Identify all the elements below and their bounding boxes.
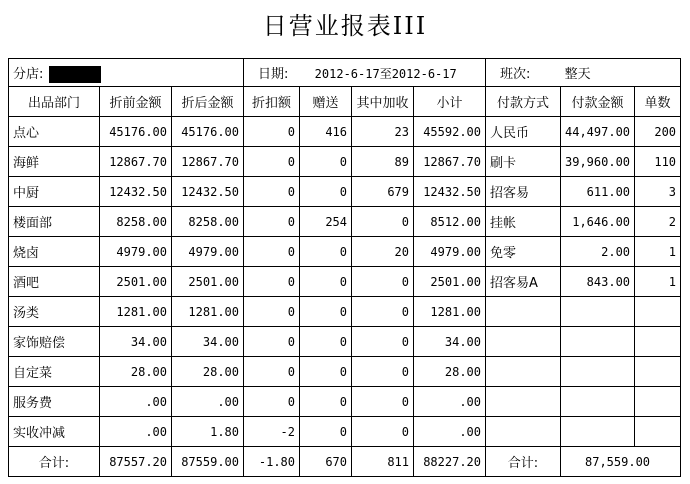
header-pay-amount: 付款金额: [561, 87, 635, 117]
table-row: [9, 177, 681, 207]
cell-count: 110: [635, 147, 681, 177]
cell-subtotal: 34.00: [414, 327, 486, 357]
cell-gift: 0: [300, 327, 352, 357]
header-row: [9, 87, 681, 117]
cell-pre: 4979.00: [100, 237, 172, 267]
cell-dept: 汤类: [9, 297, 100, 327]
table-row: [9, 387, 681, 417]
cell-pay-method: 招客易A: [486, 267, 561, 297]
cell-count: 3: [635, 177, 681, 207]
cell-extra: 0: [352, 357, 414, 387]
cell-extra: 0: [352, 387, 414, 417]
cell-dept: 烧卤: [9, 237, 100, 267]
cell-disc: 0: [244, 177, 300, 207]
date-label: 日期:: [258, 67, 289, 82]
table-row: [9, 327, 681, 357]
cell-post: 8258.00: [172, 207, 244, 237]
table-row: [9, 267, 681, 297]
table-row: [9, 357, 681, 387]
cell-dept: 实收冲减: [9, 417, 100, 447]
cell-post: 1.80: [172, 417, 244, 447]
cell-dept: 服务费: [9, 387, 100, 417]
cell-pre: 8258.00: [100, 207, 172, 237]
cell-pay-amount: [561, 297, 635, 327]
totals-pay-label: 合计:: [486, 447, 561, 477]
header-disc: 折扣额: [244, 87, 300, 117]
cell-post: 45176.00: [172, 117, 244, 147]
cell-post: 2501.00: [172, 267, 244, 297]
cell-gift: 416: [300, 117, 352, 147]
cell-subtotal: 1281.00: [414, 297, 486, 327]
totals-post: 87559.00: [172, 447, 244, 477]
cell-pay-amount: 44,497.00: [561, 117, 635, 147]
table-row: [9, 297, 681, 327]
cell-disc: 0: [244, 147, 300, 177]
cell-dept: 家饰赔偿: [9, 327, 100, 357]
data-rows: [9, 117, 681, 447]
cell-pay-amount: 843.00: [561, 267, 635, 297]
cell-dept: 点心: [9, 117, 100, 147]
cell-pay-method: [486, 357, 561, 387]
cell-count: [635, 417, 681, 447]
totals-disc: -1.80: [244, 447, 300, 477]
cell-gift: 254: [300, 207, 352, 237]
cell-subtotal: 8512.00: [414, 207, 486, 237]
cell-subtotal: 12432.50: [414, 177, 486, 207]
cell-pay-amount: [561, 357, 635, 387]
header-post: 折后金额: [172, 87, 244, 117]
table-row: [9, 237, 681, 267]
cell-extra: 89: [352, 147, 414, 177]
cell-gift: 0: [300, 357, 352, 387]
cell-dept: 酒吧: [9, 267, 100, 297]
header-gift: 赠送: [300, 87, 352, 117]
cell-disc: 0: [244, 387, 300, 417]
cell-pay-method: [486, 297, 561, 327]
cell-disc: 0: [244, 207, 300, 237]
cell-gift: 0: [300, 417, 352, 447]
totals-gift: 670: [300, 447, 352, 477]
table-row: [9, 117, 681, 147]
cell-extra: 0: [352, 207, 414, 237]
cell-pre: 1281.00: [100, 297, 172, 327]
cell-pay-method: 刷卡: [486, 147, 561, 177]
cell-pre: .00: [100, 417, 172, 447]
totals-subtotal: 88227.20: [414, 447, 486, 477]
cell-pre: 2501.00: [100, 267, 172, 297]
cell-post: 1281.00: [172, 297, 244, 327]
cell-post: 34.00: [172, 327, 244, 357]
cell-gift: 0: [300, 297, 352, 327]
cell-pay-amount: [561, 417, 635, 447]
cell-subtotal: 4979.00: [414, 237, 486, 267]
report-title: 日营业报表III: [262, 12, 428, 40]
cell-dept: 自定菜: [9, 357, 100, 387]
cell-disc: 0: [244, 357, 300, 387]
cell-count: [635, 327, 681, 357]
cell-pay-amount: 1,646.00: [561, 207, 635, 237]
header-subtotal: 小计: [414, 87, 486, 117]
cell-gift: 0: [300, 267, 352, 297]
cell-extra: 20: [352, 237, 414, 267]
header-count: 单数: [635, 87, 681, 117]
cell-subtotal: 45592.00: [414, 117, 486, 147]
cell-pay-method: 人民币: [486, 117, 561, 147]
cell-post: 12867.70: [172, 147, 244, 177]
cell-subtotal: 2501.00: [414, 267, 486, 297]
cell-pre: 34.00: [100, 327, 172, 357]
cell-pay-amount: 611.00: [561, 177, 635, 207]
cell-dept: 海鲜: [9, 147, 100, 177]
cell-disc: 0: [244, 117, 300, 147]
cell-gift: 0: [300, 387, 352, 417]
shift-value: 整天: [564, 67, 591, 82]
store-cell: [9, 59, 244, 87]
cell-count: 2: [635, 207, 681, 237]
date-cell: [244, 59, 486, 87]
cell-pay-method: [486, 417, 561, 447]
cell-subtotal: .00: [414, 417, 486, 447]
cell-pay-amount: 2.00: [561, 237, 635, 267]
totals-pre: 87557.20: [100, 447, 172, 477]
cell-disc: 0: [244, 267, 300, 297]
cell-disc: -2: [244, 417, 300, 447]
header-dept: 出品部门: [9, 87, 100, 117]
cell-count: 200: [635, 117, 681, 147]
cell-gift: 0: [300, 147, 352, 177]
cell-extra: 0: [352, 267, 414, 297]
shift-cell: [486, 59, 681, 87]
header-extra: 其中加收: [352, 87, 414, 117]
cell-post: .00: [172, 387, 244, 417]
cell-disc: 0: [244, 327, 300, 357]
cell-pre: 12432.50: [100, 177, 172, 207]
totals-row: [9, 447, 681, 477]
cell-pay-method: 挂帐: [486, 207, 561, 237]
table-row: [9, 147, 681, 177]
cell-extra: 679: [352, 177, 414, 207]
cell-gift: 0: [300, 177, 352, 207]
header-pay-method: 付款方式: [486, 87, 561, 117]
totals-pay-amount: 87,559.00: [561, 447, 681, 477]
table-row: [9, 417, 681, 447]
cell-dept: 楼面部: [9, 207, 100, 237]
store-label: 分店:: [13, 66, 44, 82]
cell-pay-method: 招客易: [486, 177, 561, 207]
cell-pay-method: 免零: [486, 237, 561, 267]
cell-extra: 23: [352, 117, 414, 147]
cell-extra: 0: [352, 327, 414, 357]
cell-post: 12432.50: [172, 177, 244, 207]
cell-subtotal: .00: [414, 387, 486, 417]
cell-disc: 0: [244, 297, 300, 327]
cell-pre: .00: [100, 387, 172, 417]
cell-subtotal: 12867.70: [414, 147, 486, 177]
cell-pre: 12867.70: [100, 147, 172, 177]
cell-count: [635, 297, 681, 327]
cell-pre: 45176.00: [100, 117, 172, 147]
redacted-store-name: [49, 66, 101, 83]
cell-extra: 0: [352, 417, 414, 447]
table-row: [9, 207, 681, 237]
cell-extra: 0: [352, 297, 414, 327]
cell-post: 4979.00: [172, 237, 244, 267]
cell-pay-amount: [561, 387, 635, 417]
date-range: 2012-6-17至2012-6-17: [314, 67, 457, 81]
cell-subtotal: 28.00: [414, 357, 486, 387]
info-row: [9, 59, 681, 87]
cell-count: [635, 387, 681, 417]
cell-pay-amount: 39,960.00: [561, 147, 635, 177]
totals-extra: 811: [352, 447, 414, 477]
totals-label: 合计:: [9, 447, 100, 477]
cell-pay-method: [486, 327, 561, 357]
cell-pay-method: [486, 387, 561, 417]
cell-count: 1: [635, 267, 681, 297]
cell-post: 28.00: [172, 357, 244, 387]
cell-dept: 中厨: [9, 177, 100, 207]
header-pre: 折前金额: [100, 87, 172, 117]
cell-pay-amount: [561, 327, 635, 357]
cell-pre: 28.00: [100, 357, 172, 387]
shift-label: 班次:: [500, 67, 531, 82]
cell-count: [635, 357, 681, 387]
cell-count: 1: [635, 237, 681, 267]
cell-disc: 0: [244, 237, 300, 267]
cell-gift: 0: [300, 237, 352, 267]
report-table: [8, 58, 681, 477]
